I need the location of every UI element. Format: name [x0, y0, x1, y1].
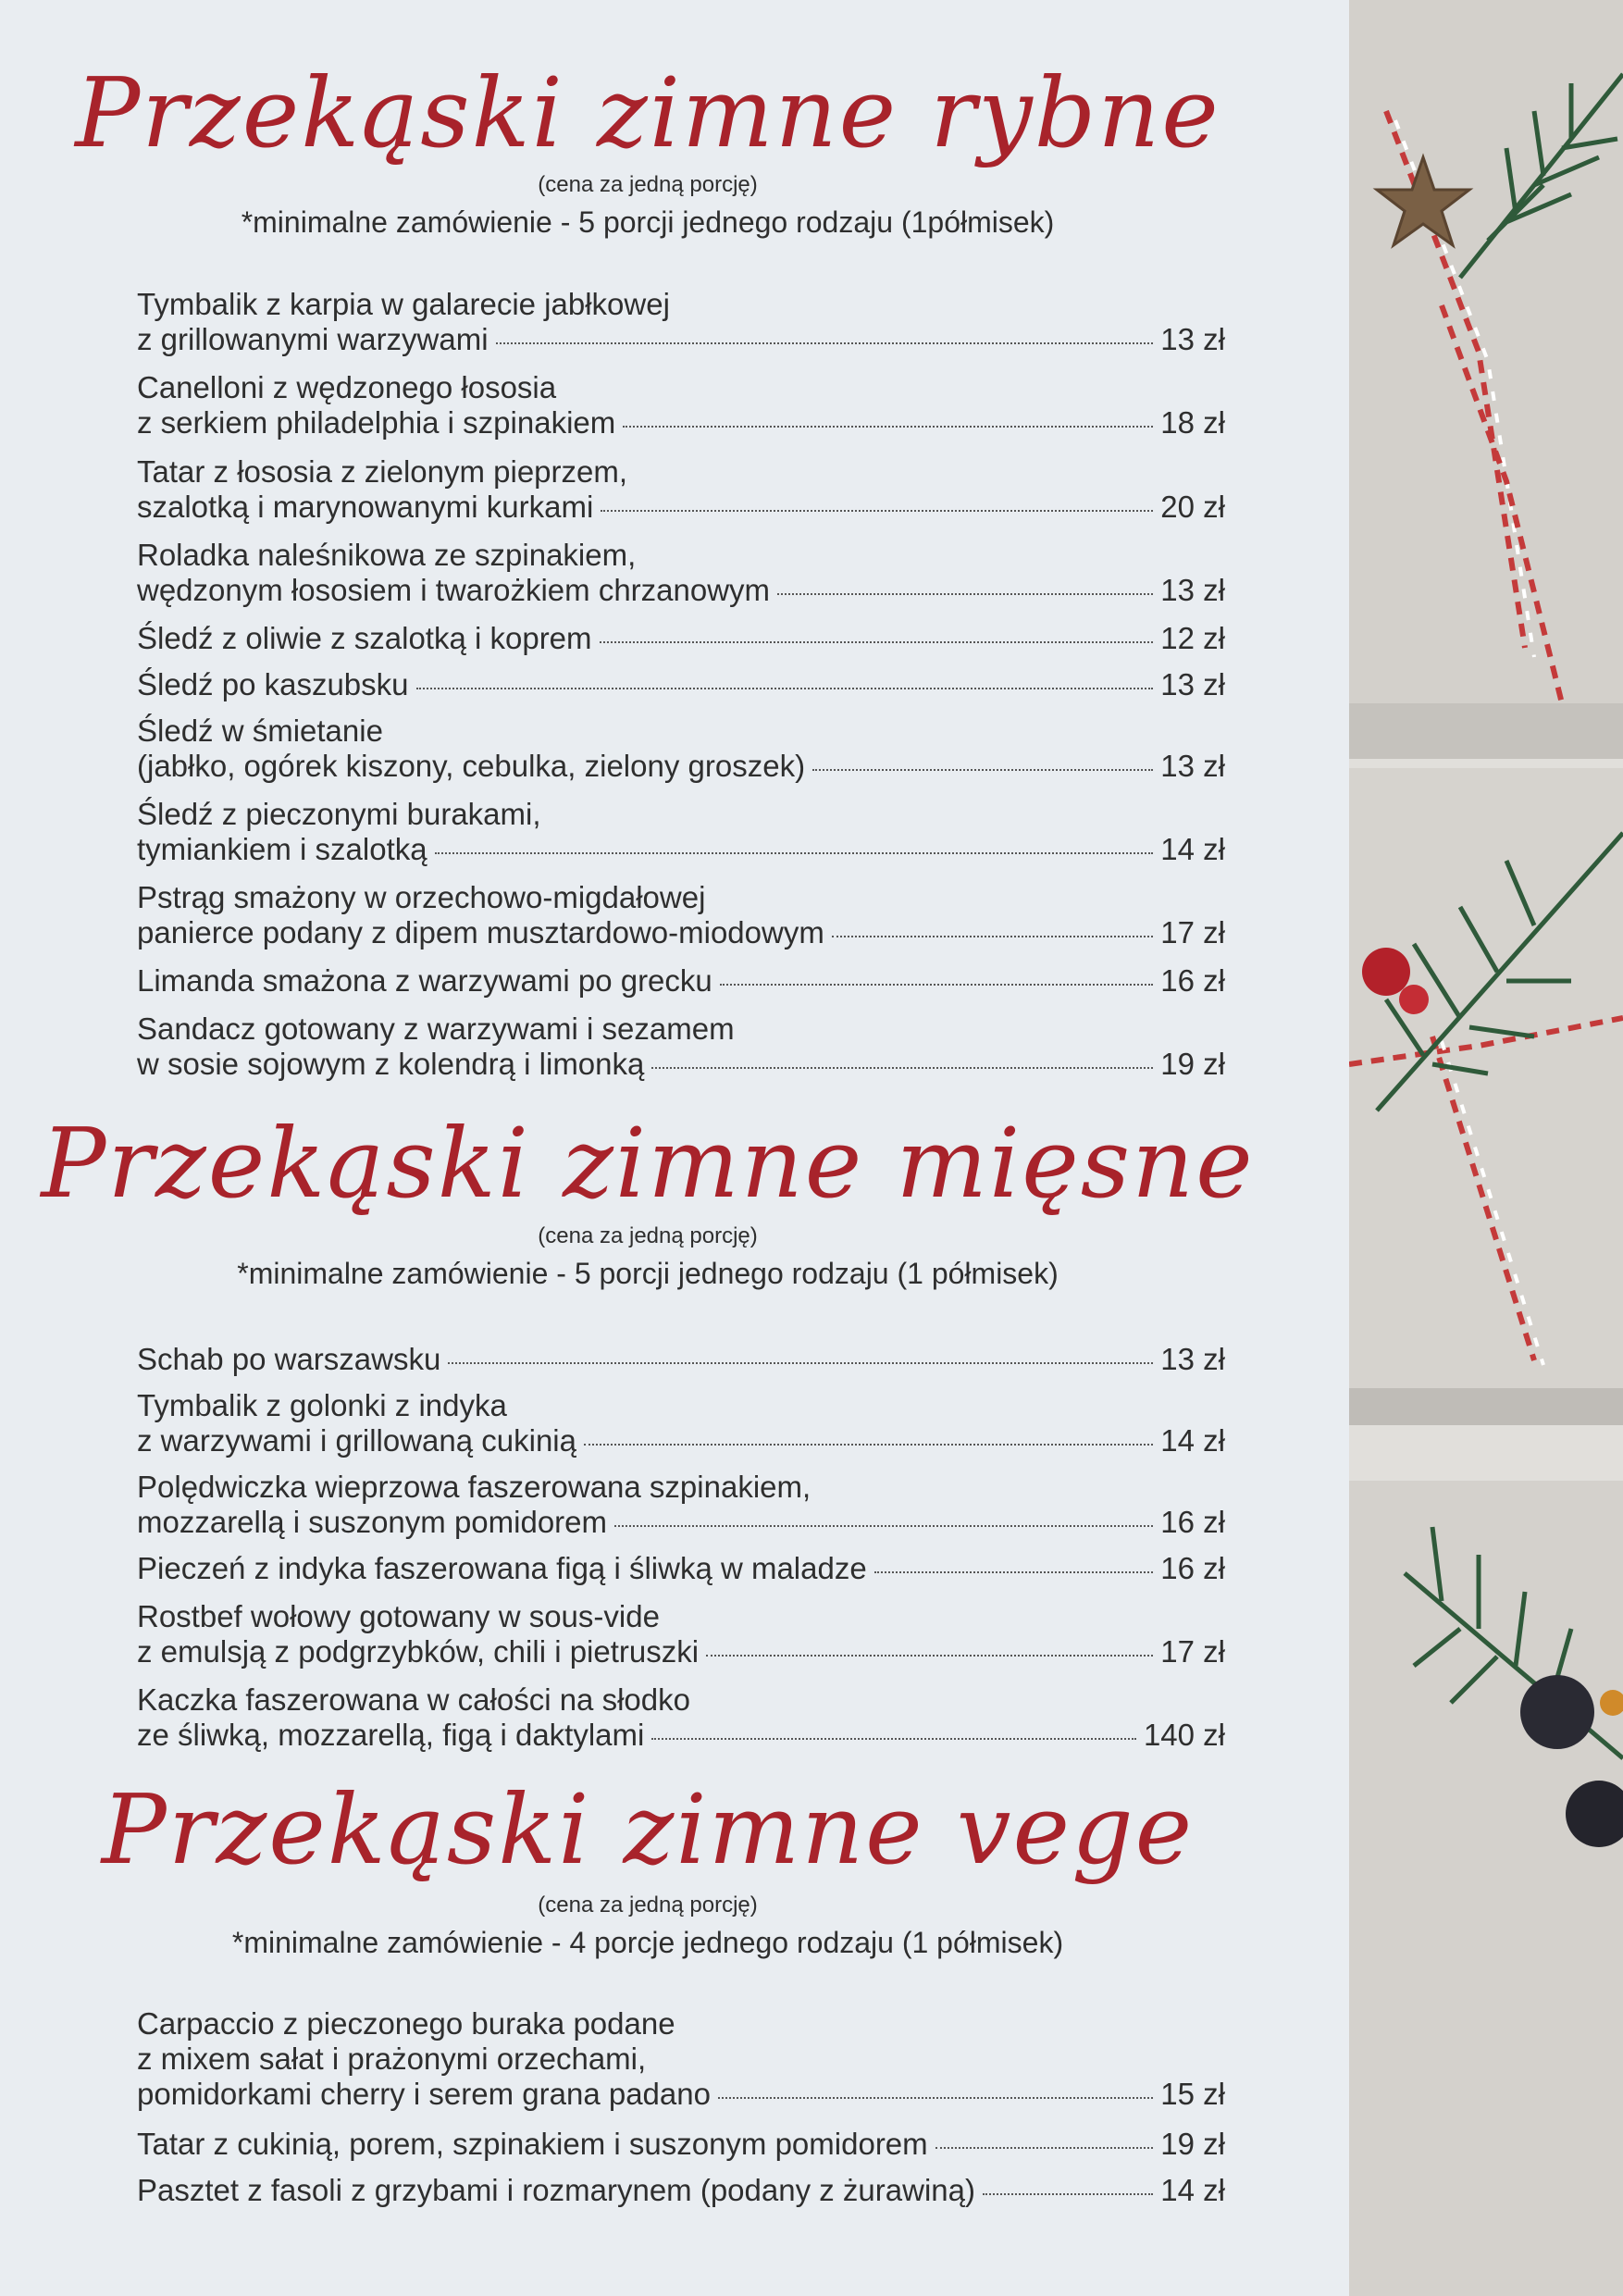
item-price: 13 zł [1160, 749, 1225, 783]
item-price: 20 zł [1160, 490, 1225, 524]
item-name: tymiankiem i szalotką [137, 832, 427, 866]
item-name: Pieczeń z indyka faszerowana figą i śliwką w maladze [137, 1551, 867, 1585]
menu-item [137, 621, 1225, 656]
item-name: Śledź po kaszubsku [137, 667, 409, 701]
menu-item [137, 287, 1225, 357]
item-line: Śledź w śmietanie [137, 714, 383, 748]
item-name: wędzonym łososiem i twarożkiem chrzanowym [137, 573, 771, 607]
item-line: Kaczka faszerowana w całości na słodko [137, 1682, 690, 1717]
item-name: szalotką i marynowanymi kurkami [137, 490, 594, 524]
section-note: (cena za jedną porcję) [538, 172, 758, 197]
section-min-order: *minimalne zamówienie - 5 porcji jednego rodzaju (1półmisek) [241, 205, 1055, 239]
menu-item [137, 880, 1225, 950]
menu-item [137, 1470, 1225, 1540]
item-price: 13 zł [1160, 322, 1225, 356]
menu-item [137, 1599, 1225, 1669]
item-price: 15 zł [1160, 2077, 1225, 2111]
item-name: z warzywami i grillowaną cukinią [137, 1423, 576, 1458]
item-name: ze śliwką, mozzarellą, figą i daktylami [137, 1718, 645, 1752]
menu-item [137, 2006, 1225, 2112]
item-price: 16 zł [1160, 1505, 1225, 1539]
item-price: 12 zł [1160, 621, 1225, 655]
menu-item [137, 2173, 1225, 2208]
menu-item [137, 1388, 1225, 1458]
item-name: z grillowanymi warzywami [137, 322, 489, 356]
menu-item [137, 797, 1225, 867]
item-line: Pstrąg smażony w orzechowo-migdałowej [137, 880, 706, 914]
item-price: 19 zł [1160, 2127, 1225, 2161]
item-price: 17 zł [1160, 915, 1225, 949]
menu-item [137, 1342, 1225, 1377]
section-min-order: *minimalne zamówienie - 5 porcji jednego rodzaju (1 półmisek) [237, 1257, 1059, 1290]
item-line: Tymbalik z karpia w galarecie jabłkowej [137, 287, 670, 321]
section-title: Przekąski zimne rybne [75, 56, 1220, 169]
item-price: 140 zł [1143, 1718, 1225, 1752]
decorative-photo [1349, 0, 1623, 2296]
menu-item [137, 1551, 1225, 1586]
item-line: z mixem sałat i prażonymi orzechami, [137, 2042, 647, 2076]
menu-item [137, 370, 1225, 441]
item-line: Tatar z łososia z zielonym pieprzem, [137, 454, 628, 489]
section-title: Przekąski zimne mięsne [41, 1107, 1255, 1220]
item-line: Śledź z pieczonymi burakami, [137, 797, 541, 831]
menu-item [137, 1011, 1225, 1082]
menu-item [137, 963, 1225, 999]
item-price: 16 zł [1160, 963, 1225, 998]
item-name: panierce podany z dipem musztardowo-miodowym [137, 915, 824, 949]
item-line: Tymbalik z golonki z indyka [137, 1388, 507, 1422]
item-price: 19 zł [1160, 1047, 1225, 1081]
item-line: Sandacz gotowany z warzywami i sezamem [137, 1011, 735, 1046]
item-price: 13 zł [1160, 1342, 1225, 1376]
section-note: (cena za jedną porcję) [538, 1893, 758, 1917]
section-note: (cena za jedną porcję) [538, 1223, 758, 1248]
item-name: pomidorkami cherry i serem grana padano [137, 2077, 711, 2111]
item-name: (jabłko, ogórek kiszony, cebulka, zielony groszek) [137, 749, 806, 783]
item-name: z emulsją z podgrzybków, chili i pietruszki [137, 1634, 700, 1669]
section-title: Przekąski zimne vege [101, 1773, 1195, 1886]
menu-item [137, 1682, 1225, 1753]
item-price: 14 zł [1160, 2173, 1225, 2207]
item-line: Carpaccio z pieczonego buraka podane [137, 2006, 675, 2041]
item-name: Śledź z oliwie z szalotką i koprem [137, 621, 592, 655]
item-name: Limanda smażona z warzywami po grecku [137, 963, 712, 998]
item-name: z serkiem philadelphia i szpinakiem [137, 405, 616, 440]
item-name: Schab po warszawsku [137, 1342, 441, 1376]
menu-item [137, 2127, 1225, 2162]
item-name: Pasztet z fasoli z grzybami i rozmarynem (podany z żurawiną) [137, 2173, 975, 2207]
item-price: 14 zł [1160, 1423, 1225, 1458]
item-line: Polędwiczka wieprzowa faszerowana szpinakiem, [137, 1470, 812, 1504]
menu-item [137, 667, 1225, 702]
item-price: 18 zł [1160, 405, 1225, 440]
menu-item [137, 714, 1225, 784]
item-price: 16 zł [1160, 1551, 1225, 1585]
item-price: 14 zł [1160, 832, 1225, 866]
item-price: 13 zł [1160, 573, 1225, 607]
gift-boxes-image [1349, 0, 1623, 2296]
item-price: 13 zł [1160, 667, 1225, 701]
item-line: Roladka naleśnikowa ze szpinakiem, [137, 538, 637, 572]
item-name: Tatar z cukinią, porem, szpinakiem i suszonym pomidorem [137, 2127, 928, 2161]
item-line: Rostbef wołowy gotowany w sous-vide [137, 1599, 660, 1633]
menu-item [137, 538, 1225, 608]
menu-item [137, 454, 1225, 525]
item-name: mozzarellą i suszonym pomidorem [137, 1505, 608, 1539]
item-price: 17 zł [1160, 1634, 1225, 1669]
item-line: Canelloni z wędzonego łososia [137, 370, 557, 404]
section-min-order: *minimalne zamówienie - 4 porcje jednego rodzaju (1 półmisek) [231, 1926, 1064, 1959]
item-name: w sosie sojowym z kolendrą i limonką [137, 1047, 645, 1081]
